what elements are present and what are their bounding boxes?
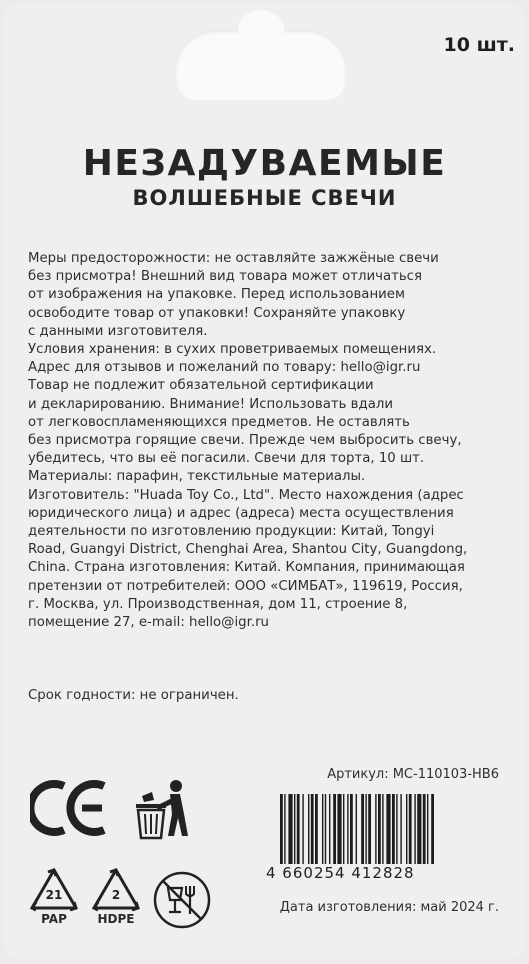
shelf-life: Срок годности: не ограничен.	[28, 688, 239, 703]
barcode-number: 4 660254 412828	[266, 864, 415, 882]
barcode	[280, 794, 486, 864]
not-food-contact-icon	[152, 870, 212, 930]
sku-label: Артикул: MC-110103-HB6	[327, 767, 499, 782]
svg-text:2: 2	[111, 888, 121, 902]
trash-bin-icon	[132, 778, 190, 842]
recycle-pap-icon	[28, 866, 80, 930]
recycle-hdpe-label: HDPE	[97, 912, 135, 926]
quantity-label: 10 шт.	[443, 34, 515, 56]
ce-mark-icon	[30, 778, 112, 838]
manufacture-date: Дата изготовления: май 2024 г.	[279, 900, 499, 915]
product-description: Меры предосторожности: не оставляйте зажжёные свечи без присмотра! Внешний вид товара может отличаться от изображения на упаковке. Перед использованием освободите товар от упаковки! Сохраняйте упаковку с данными изготовителя. Условия хранения: в сухих проветриваемых помещениях. Адрес для отзывов и пожеланий по товару: hello@igr.ru Товар не подлежит обязательной сертификации и декларированию. Внимание! Использовать вдали от легковоспламеняющихся предметов. Не оставлять без присмотра горящие свечи. Прежде чем выбросить свечу, убедитесь, что вы её погасили. Свечи для торта, 10 шт. Материалы: парафин, текстильные материалы. Изготовитель: "Huada Toy Co., Ltd". Место нахождения (адрес юридического лица) и адрес (адреса) места осуществления деятельности по изготовлению продукции: Китай, Tongyi Road, Guangyi District, Chenghai Area, Shantou City, Guangdong, China. Страна изготовления: Китай. Компания, принимающая претензии от потребителей: ООО «СИМБАТ», 119619, Россия, г. Москва, ул. Производственная, дом 11, строение 8, помещение 27, e-mail: hello@igr.ru	[28, 251, 468, 631]
recycle-pap-label: PAP	[41, 912, 67, 926]
recycle-hdpe-icon	[90, 866, 142, 930]
hang-hole	[176, 30, 346, 100]
svg-text:21: 21	[45, 888, 63, 902]
product-subtitle: ВОЛШЕБНЫЕ СВЕЧИ	[132, 186, 397, 210]
product-title: НЕЗАДУВАЕМЫЕ	[82, 143, 447, 184]
